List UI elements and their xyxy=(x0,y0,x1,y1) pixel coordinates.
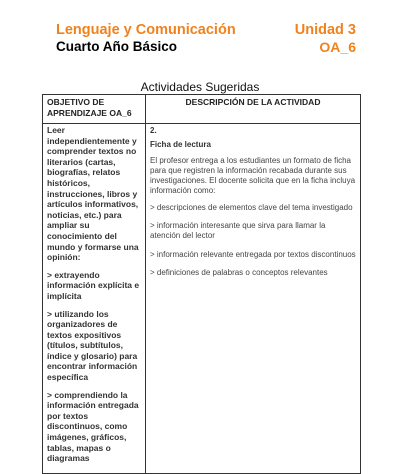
objective-bullet: > utilizando los organizadores de textos expositivos (títulos, subtítulos, índice y glosario) para encontrar información específica xyxy=(47,308,138,383)
activities-table xyxy=(42,94,361,474)
document-header-right xyxy=(295,22,356,55)
table-header-row xyxy=(43,95,361,124)
table-row xyxy=(43,124,361,474)
activity-item: > información relevante entregada por textos discontinuos xyxy=(150,249,356,259)
objective-statement: Leer independientemente y comprender textos no literarios (cartas, biografías, relatos históricos, instrucciones, libros y artículos informativos, noticias, etc.) para ampliar su conocimiento del mundo y formarse una opinión: xyxy=(47,125,139,263)
activity-title: Ficha de lectura xyxy=(150,140,211,150)
document-header-left xyxy=(56,22,236,55)
objective-code: OA_6 xyxy=(319,39,356,55)
activity-item: > descripciones de elementos clave del tema investigado xyxy=(150,202,353,212)
grade-title: Cuarto Año Básico xyxy=(56,39,178,54)
objective-bullet: > extrayendo información explícita e implícita xyxy=(47,269,140,301)
section-title: Actividades Sugeridas xyxy=(140,80,260,94)
activity-description: El profesor entrega a los estudiantes un formato de ficha para que registren la información recabada durante sus investigaciones. El docente solicita que en la ficha incluya información como: xyxy=(150,155,356,196)
activity-item: > información interesante que sirva para llamar la atención del lector xyxy=(150,221,326,241)
objective-column-header: OBJETIVO DE APRENDIZAJE OA_6 xyxy=(43,95,146,124)
activity-number: 2. xyxy=(150,126,157,135)
objective-cell xyxy=(43,124,146,474)
subject-title: Lenguaje y Comunicación xyxy=(56,22,236,38)
activity-column-header: DESCRIPCIÓN DE LA ACTIVIDAD xyxy=(146,95,361,124)
unit-title: Unidad 3 xyxy=(294,22,356,38)
objective-bullet: > comprendiendo la información entregada por textos discontinuos, como imágenes, gráficos, tablas, mapas o diagramas xyxy=(47,389,139,464)
activity-item: > definiciones de palabras o conceptos relevantes xyxy=(150,267,328,277)
activity-cell xyxy=(146,124,361,474)
